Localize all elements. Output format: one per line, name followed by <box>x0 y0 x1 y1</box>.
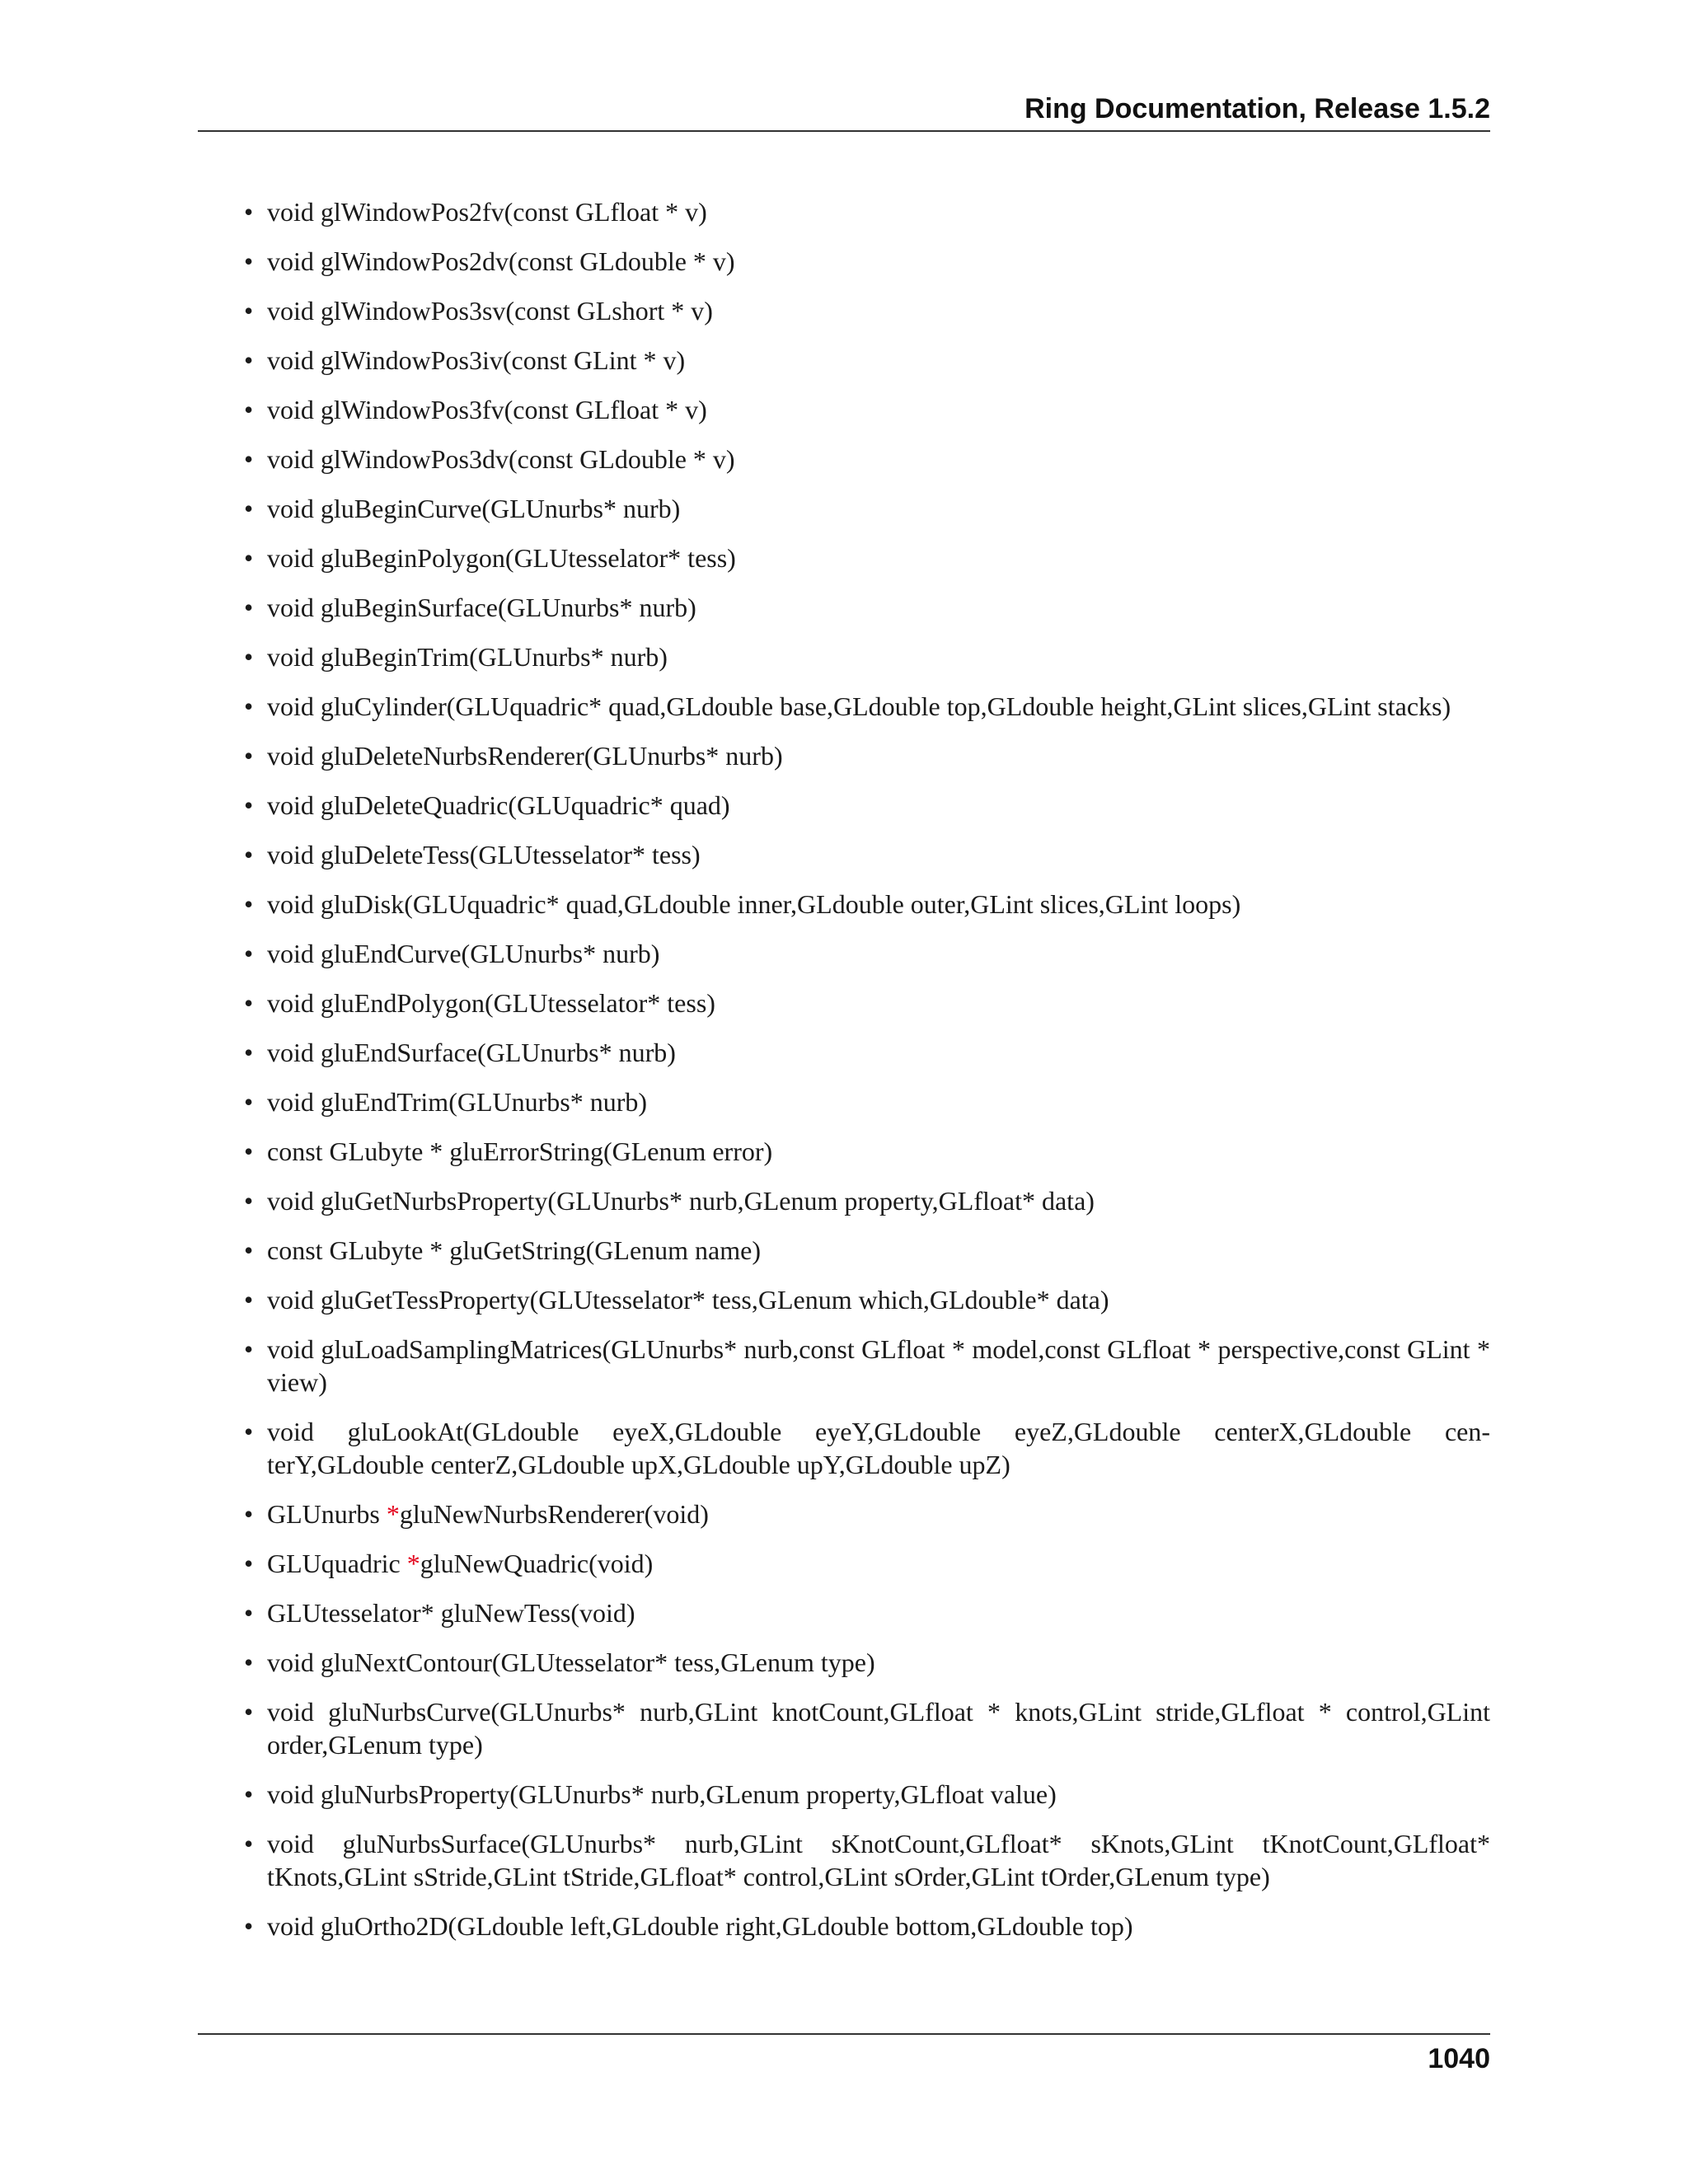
bullet-icon: • <box>244 1549 254 1578</box>
item-text: void gluDeleteNurbsRenderer(GLUnurbs* nurb) <box>267 741 783 771</box>
bullet-icon: • <box>244 1235 254 1265</box>
bullet-icon: • <box>244 1186 254 1216</box>
item-text: void glWindowPos3sv(const GLshort * v) <box>267 296 713 326</box>
list-item <box>198 937 1490 970</box>
item-text: void gluNurbsSurface(GLUnurbs* nurb,GLint sKnotCount,GLfloat* sKnots,GLint tKnotCount,GLfloat* tKnots,GLint sStride,GLint tStride,GLfloat* control,GLint sOrder,GLint tOrder,GLenum type) <box>267 1829 1490 1891</box>
bullet-icon: • <box>244 345 254 375</box>
list-item <box>198 888 1490 921</box>
item-text: void gluNextContour(GLUtesselator* tess,GLenum type) <box>267 1647 875 1677</box>
item-text: void gluLookAt(GLdouble eyeX,GLdouble eyeY,GLdouble eyeZ,GLdouble centerX,GLdouble cen- terY,GLdouble centerZ,GLdouble upX,GLdouble upY,GLdouble upZ) <box>267 1417 1490 1479</box>
item-text: void glWindowPos3dv(const GLdouble * v) <box>267 444 735 474</box>
item-text: void gluEndCurve(GLUnurbs* nurb) <box>267 939 660 968</box>
bullet-icon: • <box>244 1911 254 1941</box>
bullet-icon: • <box>244 1499 254 1529</box>
item-text: const GLubyte * gluErrorString(GLenum error) <box>267 1137 773 1166</box>
list-item <box>198 1234 1490 1267</box>
bullet-icon: • <box>244 444 254 474</box>
emphasis-asterisk: * <box>386 1499 400 1529</box>
list-item <box>198 1085 1490 1118</box>
bullet-icon: • <box>244 197 254 227</box>
bullet-icon: • <box>244 1137 254 1166</box>
page-footer <box>198 2033 1490 2074</box>
list-item <box>198 1910 1490 1943</box>
list-item <box>198 640 1490 673</box>
list-item <box>198 443 1490 476</box>
bullet-icon: • <box>244 1779 254 1809</box>
item-text: void gluBeginTrim(GLUnurbs* nurb) <box>267 642 668 672</box>
bullet-icon: • <box>244 691 254 721</box>
list-item <box>198 1646 1490 1679</box>
list-item <box>198 987 1490 1019</box>
item-text: void glWindowPos2fv(const GLfloat * v) <box>267 197 707 227</box>
item-text: void gluOrtho2D(GLdouble left,GLdouble right,GLdouble bottom,GLdouble top) <box>267 1911 1133 1941</box>
item-text-prefix: GLUnurbs <box>267 1499 387 1529</box>
list-item <box>198 1827 1490 1893</box>
item-text: void gluLoadSamplingMatrices(GLUnurbs* nurb,const GLfloat * model,const GLfloat * perspective,const GLint * view) <box>267 1334 1490 1397</box>
header-title: Ring Documentation, Release 1.5.2 <box>1025 93 1490 124</box>
item-text: void gluEndSurface(GLUnurbs* nurb) <box>267 1038 676 1067</box>
list-item <box>198 344 1490 377</box>
item-text: void gluNurbsCurve(GLUnurbs* nurb,GLint knotCount,GLfloat * knots,GLint stride,GLfloat * control,GLint order,GLenum type) <box>267 1697 1490 1760</box>
main-content <box>198 195 1490 1959</box>
bullet-icon: • <box>244 543 254 573</box>
function-list <box>198 195 1490 1943</box>
list-item <box>198 838 1490 871</box>
item-text: void gluDeleteQuadric(GLUquadric* quad) <box>267 790 730 820</box>
list-item <box>198 1283 1490 1316</box>
list-item <box>198 1497 1490 1530</box>
bullet-icon: • <box>244 939 254 968</box>
page-header <box>198 89 1490 132</box>
item-text-suffix: gluNewNurbsRenderer(void) <box>399 1499 709 1529</box>
list-item <box>198 1778 1490 1811</box>
list-item <box>198 591 1490 624</box>
item-text: void glWindowPos2dv(const GLdouble * v) <box>267 246 735 276</box>
list-item <box>198 541 1490 574</box>
bullet-icon: • <box>244 395 254 424</box>
item-text: void glWindowPos3fv(const GLfloat * v) <box>267 395 707 424</box>
item-text: void gluNurbsProperty(GLUnurbs* nurb,GLenum property,GLfloat value) <box>267 1779 1057 1809</box>
item-text: void gluDisk(GLUquadric* quad,GLdouble inner,GLdouble outer,GLint slices,GLint loops) <box>267 889 1241 919</box>
page-number: 1040 <box>1428 2043 1490 2074</box>
bullet-icon: • <box>244 642 254 672</box>
bullet-icon: • <box>244 790 254 820</box>
bullet-icon: • <box>244 1285 254 1315</box>
item-text-suffix: gluNewQuadric(void) <box>420 1549 654 1578</box>
list-item <box>198 1036 1490 1069</box>
bullet-icon: • <box>244 593 254 622</box>
bullet-icon: • <box>244 741 254 771</box>
bullet-icon: • <box>244 1829 254 1858</box>
bullet-icon: • <box>244 246 254 276</box>
bullet-icon: • <box>244 494 254 523</box>
item-text-prefix: GLUquadric <box>267 1549 407 1578</box>
item-text: void gluEndTrim(GLUnurbs* nurb) <box>267 1087 648 1117</box>
list-item <box>198 739 1490 772</box>
bullet-icon: • <box>244 1417 254 1446</box>
item-text: void gluCylinder(GLUquadric* quad,GLdouble base,GLdouble top,GLdouble height,GLint slices,GLint stacks) <box>267 691 1451 721</box>
list-item <box>198 492 1490 525</box>
item-text: void gluGetTessProperty(GLUtesselator* tess,GLenum which,GLdouble* data) <box>267 1285 1109 1315</box>
item-text: void gluBeginPolygon(GLUtesselator* tess) <box>267 543 736 573</box>
bullet-icon: • <box>244 840 254 869</box>
bullet-icon: • <box>244 1334 254 1364</box>
list-item <box>198 789 1490 822</box>
list-item <box>198 1415 1490 1481</box>
list-item <box>198 1184 1490 1217</box>
item-text: void gluDeleteTess(GLUtesselator* tess) <box>267 840 701 869</box>
bullet-icon: • <box>244 1087 254 1117</box>
list-item <box>198 1695 1490 1761</box>
bullet-icon: • <box>244 1038 254 1067</box>
list-item <box>198 195 1490 228</box>
item-text: void glWindowPos3iv(const GLint * v) <box>267 345 686 375</box>
item-text: void gluBeginCurve(GLUnurbs* nurb) <box>267 494 681 523</box>
item-text: GLUtesselator* gluNewTess(void) <box>267 1598 635 1628</box>
item-text: void gluGetNurbsProperty(GLUnurbs* nurb,GLenum property,GLfloat* data) <box>267 1186 1095 1216</box>
list-item <box>198 294 1490 327</box>
emphasis-asterisk: * <box>406 1549 420 1578</box>
list-item <box>198 1333 1490 1399</box>
list-item <box>198 1596 1490 1629</box>
bullet-icon: • <box>244 1598 254 1628</box>
bullet-icon: • <box>244 1647 254 1677</box>
bullet-icon: • <box>244 296 254 326</box>
item-text: void gluBeginSurface(GLUnurbs* nurb) <box>267 593 696 622</box>
item-text: void gluEndPolygon(GLUtesselator* tess) <box>267 988 715 1018</box>
bullet-icon: • <box>244 988 254 1018</box>
list-item <box>198 393 1490 426</box>
item-text: const GLubyte * gluGetString(GLenum name) <box>267 1235 761 1265</box>
bullet-icon: • <box>244 889 254 919</box>
list-item <box>198 1135 1490 1168</box>
list-item <box>198 690 1490 723</box>
list-item <box>198 245 1490 278</box>
bullet-icon: • <box>244 1697 254 1727</box>
list-item <box>198 1547 1490 1580</box>
